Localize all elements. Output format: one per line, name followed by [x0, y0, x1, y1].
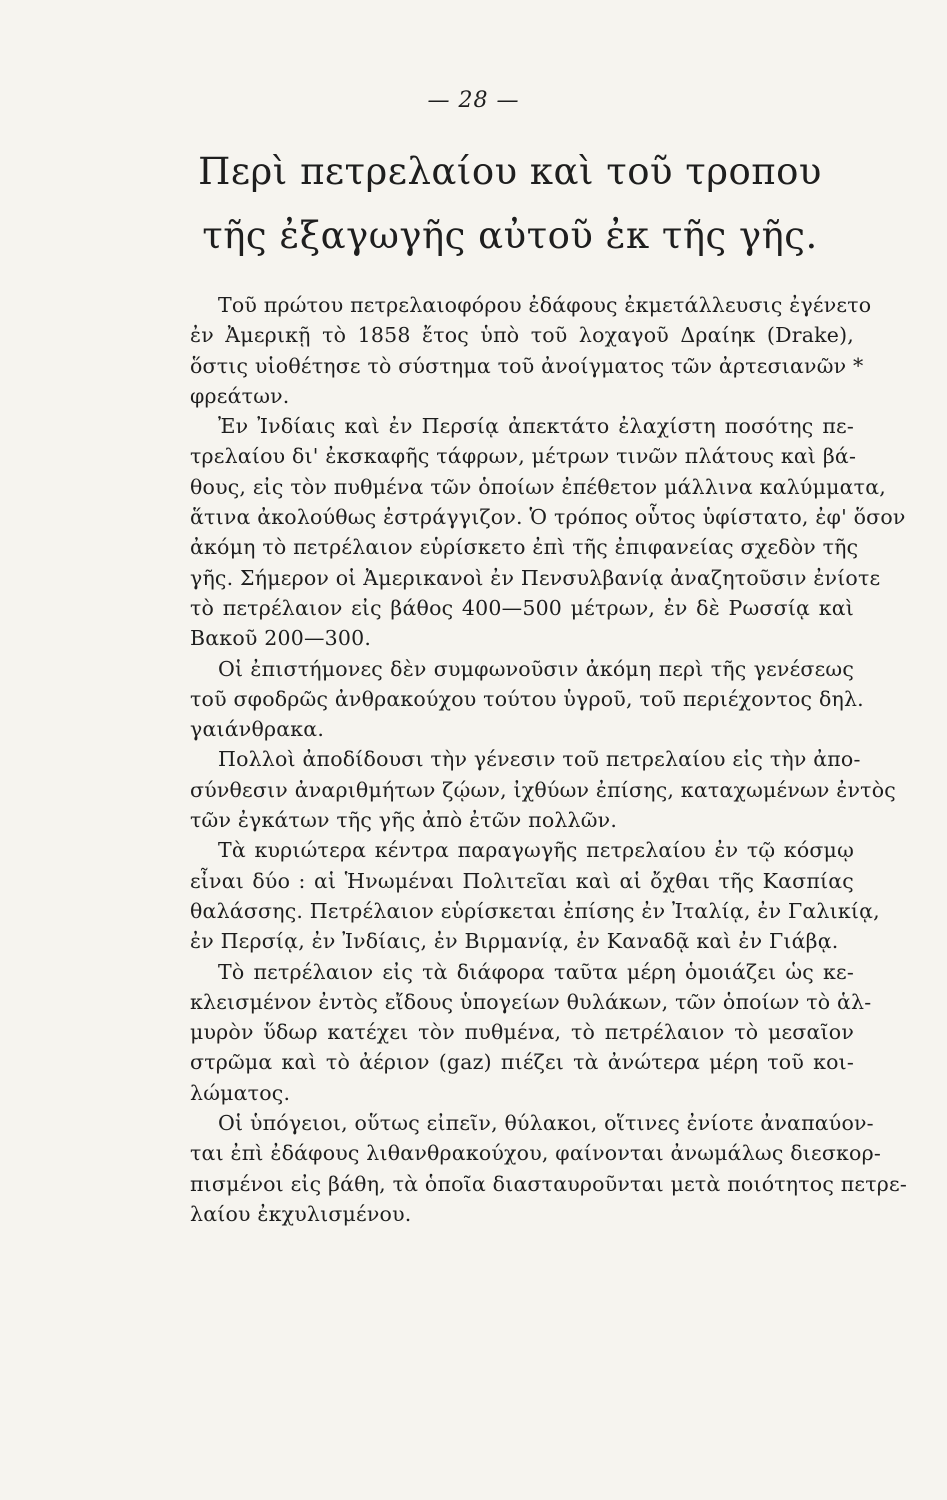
text-line: ἐν Περσίᾳ, ἐν Ἰνδίαις, ἐν Βιρμανίᾳ, ἐν Καναδᾷ καὶ ἐν Γιάβᾳ. — [190, 929, 839, 954]
paragraph — [190, 835, 880, 956]
text-line: τὸ πετρέλαιον εἰς βάθος 400—500 μέτρων, ἐν δὲ Ρωσσίᾳ καὶ — [190, 595, 854, 620]
text-line: λώματος. — [190, 1080, 291, 1105]
text-line: θους, εἰς τὸν πυθμένα τῶν ὁποίων ἐπέθετον μάλλινα καλύμματα, — [190, 474, 886, 499]
text-line: Τοῦ πρώτου πετρελαιοφόρου ἐδάφους ἐκμετάλλευσις ἐγένετο — [218, 293, 872, 317]
page-number: — 28 — — [427, 88, 520, 113]
text-line: ἅτινα ἀκολούθως ἐστράγγιζον. Ὁ τρόπος οὗτος ὑφίστατο, ἐφ' ὅσον — [190, 505, 906, 530]
paragraph — [190, 654, 864, 745]
text-line: εἶναι δύο : αἱ Ἡνωμέναι Πολιτεῖαι καὶ αἱ ὄχθαι τῆς Κασπίας — [190, 868, 854, 893]
text-line: κλεισμένον ἐντὸς εἴδους ὑπογείων θυλάκων, τῶν ὁποίων τὸ ἁλ- — [190, 989, 872, 1014]
text-line: λαίου ἐκχυλισμένου. — [190, 1201, 412, 1226]
text-line: ἀκόμη τὸ πετρέλαιον εὑρίσκετο ἐπὶ τῆς ἐπιφανείας σχεδὸν τῆς — [190, 535, 859, 560]
text-line: πισμένοι εἰς βάθη, τὰ ὁποῖα διασταυροῦνται μετὰ ποιότητος πετρε- — [190, 1171, 907, 1196]
text-line: ὅστις υἱοθέτησε τὸ σύστημα τοῦ ἀνοίγματος τῶν ἀρτεσιανῶν * — [190, 353, 864, 378]
text-line: ἐν Ἀμερικῇ τὸ 1858 ἔτος ὑπὸ τοῦ λοχαγοῦ Δραίηκ (Drake), — [190, 323, 854, 348]
text-line: Τὰ κυριώτερα κέντρα παραγωγῆς πετρελαίου ἐν τῷ κόσμῳ — [218, 838, 854, 863]
text-line: Τὸ πετρέλαιον εἰς τὰ διάφορα ταῦτα μέρη ὁμοιάζει ὡς κε- — [218, 959, 854, 984]
text-line: τῶν ἐγκάτων τῆς γῆς ἀπὸ ἐτῶν πολλῶν. — [190, 808, 618, 833]
text-line: φρεάτων. — [190, 383, 290, 408]
text-line: γῆς. Σήμερον οἱ Ἀμερικανοὶ ἐν Πενσυλβανίᾳ ἀναζητοῦσιν ἐνίοτε — [190, 565, 881, 590]
body-text — [190, 290, 907, 1229]
text-line: γαιάνθρακα. — [190, 717, 325, 742]
title-line-1: Περὶ πετρελαίου καὶ τοῦ τροπου — [198, 150, 822, 193]
paragraph — [190, 290, 872, 411]
paragraph — [190, 1108, 907, 1229]
text-line: μυρὸν ὕδωρ κατέχει τὸν πυθμένα, τὸ πετρέλαιον τὸ μεσαῖον — [190, 1020, 854, 1045]
text-line: Ἐν Ἰνδίαις καὶ ἐν Περσίᾳ ἀπεκτάτο ἐλαχίστη ποσότης πε- — [218, 414, 854, 439]
text-line: τρελαίου δι' ἐκσκαφῆς τάφρων, μέτρων τινῶν πλάτους καὶ βά- — [190, 444, 857, 469]
text-line: Πολλοὶ ἀποδίδουσι τὴν γένεσιν τοῦ πετρελαίου εἰς τὴν ἀπο- — [218, 747, 861, 772]
text-line: θαλάσσης. Πετρέλαιον εὑρίσκεται ἐπίσης ἐν Ἰταλίᾳ, ἐν Γαλικίᾳ, — [190, 898, 880, 923]
paragraph — [190, 411, 906, 653]
text-line: Οἱ ὑπόγειοι, οὕτως εἰπεῖν, θύλακοι, οἵτινες ἐνίοτε ἀναπαύον- — [218, 1111, 874, 1136]
text-line: στρῶμα καὶ τὸ ἀέριον (gaz) πιέζει τὰ ἀνώτερα μέρη τοῦ κοι- — [190, 1050, 854, 1075]
text-line: σύνθεσιν ἀναριθμήτων ζῴων, ἰχθύων ἐπίσης, καταχωμένων ἐντὸς — [190, 777, 896, 802]
title-line-2: τῆς ἐξαγωγῆς αὐτοῦ ἐκ τῆς γῆς. — [202, 214, 818, 257]
text-line: τοῦ σφοδρῶς ἀνθρακούχου τούτου ὑγροῦ, τοῦ περιέχοντος δηλ. — [190, 686, 864, 711]
paragraph — [190, 744, 896, 835]
paragraph — [190, 957, 872, 1108]
chapter-title — [150, 140, 870, 268]
text-line: Βακοῦ 200—300. — [190, 626, 372, 651]
text-line: ται ἐπὶ ἐδάφους λιθανθρακούχου, φαίνονται ἀνωμάλως διεσκορ- — [190, 1141, 881, 1166]
text-line: Οἱ ἐπιστήμονες δὲν συμφωνοῦσιν ἀκόμη περὶ τῆς γενέσεως — [218, 656, 854, 681]
